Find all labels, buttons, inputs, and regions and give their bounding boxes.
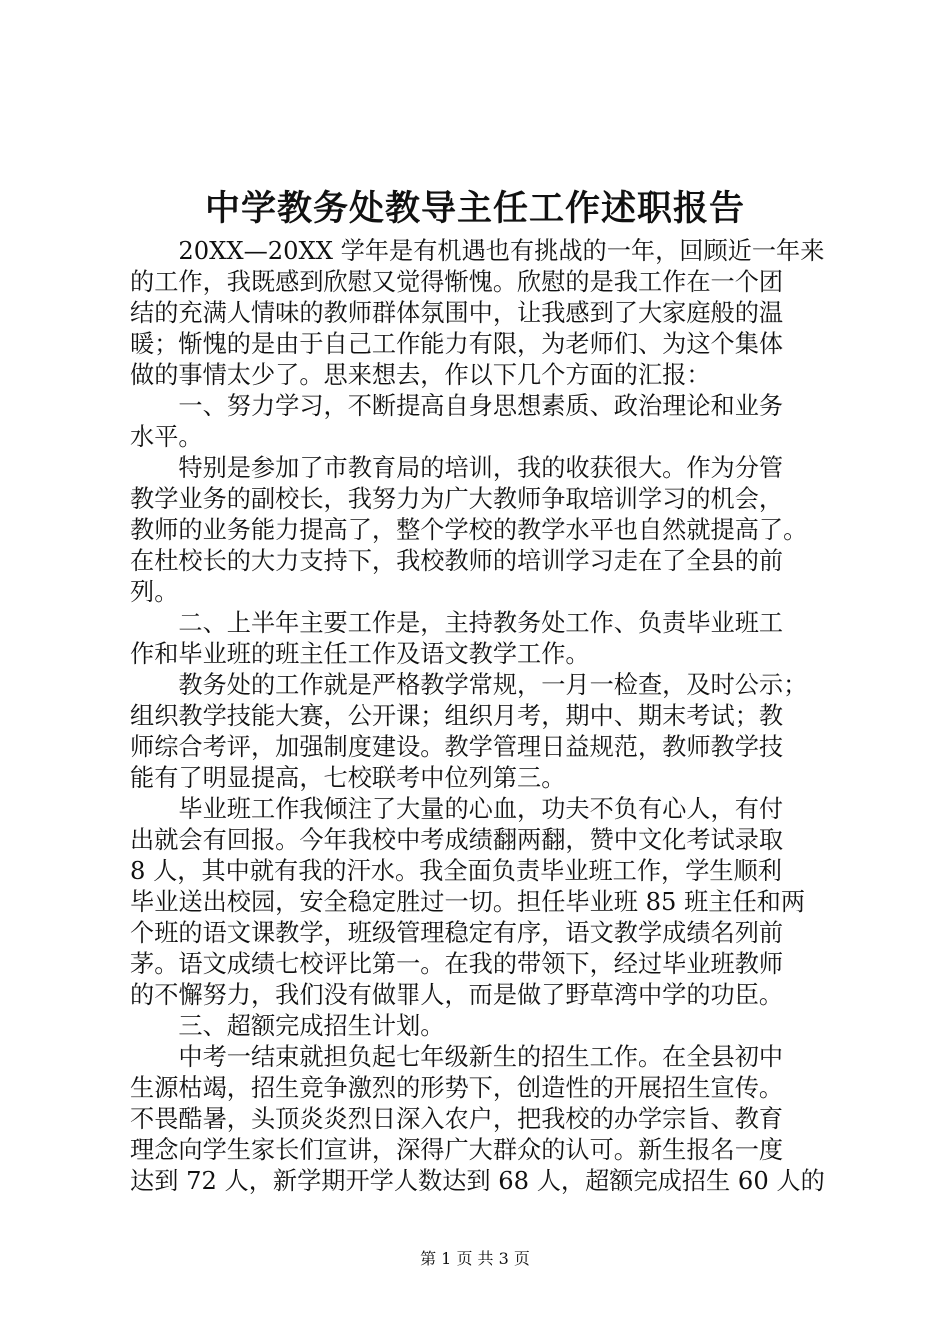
body-line: 特别是参加了市教育局的培训，我的收获很大。作为分管 bbox=[130, 454, 784, 482]
body-line: 一、努力学习，不断提高自身思想素质、政治理论和业务 bbox=[130, 392, 784, 420]
body-line: 茅。语文成绩七校评比第一。在我的带领下，经过毕业班教师 bbox=[130, 950, 784, 978]
body-line: 中考一结束就担负起七年级新生的招生工作。在全县初中 bbox=[130, 1043, 784, 1071]
body-line: 个班的语文课教学，班级管理稳定有序，语文教学成绩名列前 bbox=[130, 919, 784, 947]
body-line: 水平。 bbox=[130, 423, 203, 451]
body-line: 结的充满人情味的教师群体氛围中，让我感到了大家庭般的温 bbox=[130, 299, 784, 327]
body-line: 达到 72 人，新学期开学人数达到 68 人，超额完成招生 60 人的 bbox=[130, 1167, 825, 1195]
body-line: 暖；惭愧的是由于自己工作能力有限，为老师们、为这个集体 bbox=[130, 330, 784, 358]
body-line: 组织教学技能大赛，公开课；组织月考，期中、期末考试；教 bbox=[130, 702, 784, 730]
body-line: 作和毕业班的班主任工作及语文教学工作。 bbox=[130, 640, 590, 668]
body-line: 教师的业务能力提高了，整个学校的教学水平也自然就提高了。 bbox=[130, 516, 808, 544]
body-line: 出就会有回报。今年我校中考成绩翻两翻，赞中文化考试录取 bbox=[130, 826, 784, 854]
body-line: 做的事情太少了。思来想去，作以下几个方面的汇报： bbox=[130, 361, 711, 389]
body-line: 20XX—20XX 学年是有机遇也有挑战的一年，回顾近一年来 bbox=[130, 237, 825, 265]
body-line: 教学业务的副校长，我努力为广大教师争取培训学习的机会， bbox=[130, 485, 784, 513]
body-line: 的工作，我既感到欣慰又觉得惭愧。欣慰的是我工作在一个团 bbox=[130, 268, 784, 296]
body-line: 二、上半年主要工作是，主持教务处工作、负责毕业班工 bbox=[130, 609, 784, 637]
body-line: 三、超额完成招生计划。 bbox=[130, 1012, 445, 1040]
body-line: 在杜校长的大力支持下，我校教师的培训学习走在了全县的前 bbox=[130, 547, 784, 575]
body-line: 列。 bbox=[130, 578, 179, 606]
page-footer: 第 1 页 共 3 页 bbox=[420, 1249, 530, 1268]
body-line: 理念向学生家长们宣讲，深得广大群众的认可。新生报名一度 bbox=[130, 1136, 784, 1164]
document-title: 中学教务处教导主任工作述职报告 bbox=[204, 189, 745, 229]
body-line: 的不懈努力，我们没有做罪人，而是做了野草湾中学的功臣。 bbox=[130, 981, 784, 1009]
body-line: 毕业班工作我倾注了大量的心血，功夫不负有心人，有付 bbox=[130, 795, 784, 823]
body-line: 毕业送出校园，安全稳定胜过一切。担任毕业班 85 班主任和两 bbox=[130, 888, 806, 916]
body-line: 教务处的工作就是严格教学常规，一月一检查，及时公示； bbox=[130, 671, 808, 699]
body-line: 不畏酷暑，头顶炎炎烈日深入农户，把我校的办学宗旨、教育 bbox=[130, 1105, 784, 1133]
body-line: 师综合考评，加强制度建设。教学管理日益规范，教师教学技 bbox=[130, 733, 784, 761]
body-line: 8 人，其中就有我的汗水。我全面负责毕业班工作，学生顺利 bbox=[130, 857, 782, 885]
body-line: 能有了明显提高，七校联考中位列第三。 bbox=[130, 764, 566, 792]
document-body bbox=[130, 236, 840, 1197]
body-line: 生源枯竭，招生竞争激烈的形势下，创造性的开展招生宣传。 bbox=[130, 1074, 784, 1102]
